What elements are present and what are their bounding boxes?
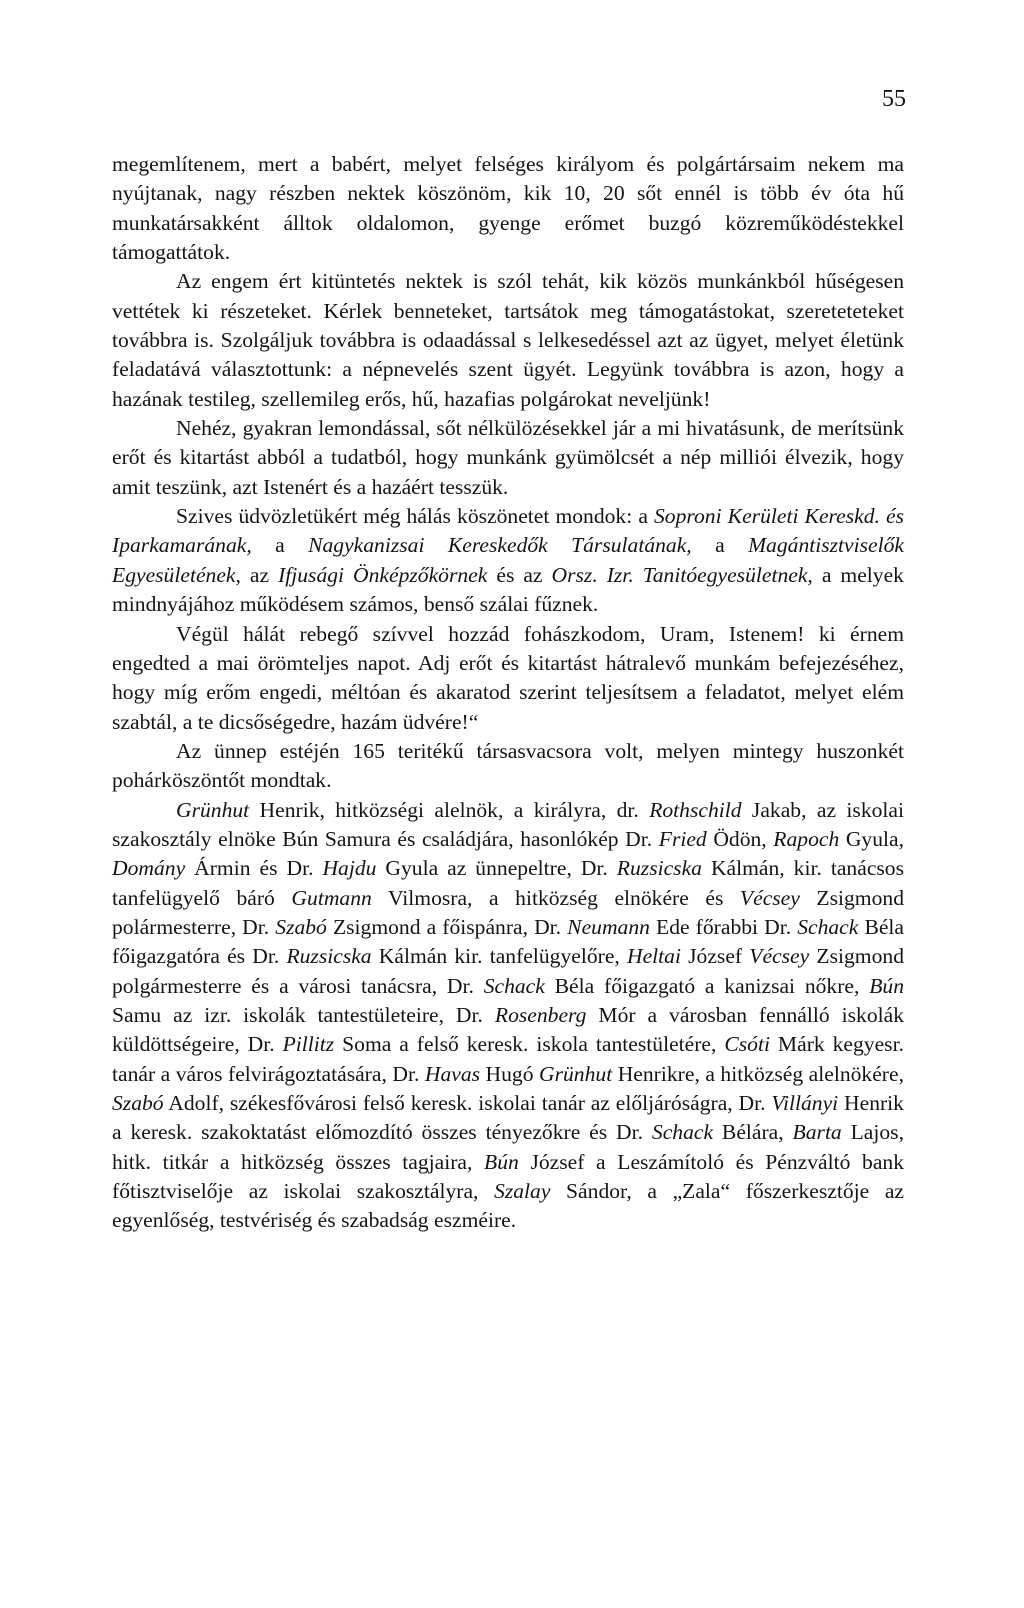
text-run: Jakab, az iskolai szakosztály elnöke Bún Samura és családjára, hasonlókép Dr. [112,797,904,851]
text-run: Béla főigazgatóra és Dr. [112,914,905,969]
text-run: Zsigmond polármesterre, Dr. [112,885,904,939]
italic-name: Ruzsicska [616,856,702,881]
text-run: a melyek mindnyájához működésem számos, benső szálai fűznek. [112,562,904,617]
paragraph [112,737,904,796]
paragraph [112,150,904,267]
italic-name: Rosenberg [494,1002,587,1027]
text-run: Zsigmond polgármesterre és a városi tanácsra, Dr. [112,944,904,998]
page-number: 55 [882,86,906,112]
text-run: Sándor, a „Zala“ főszerkesztője az egyenlőség, testvériség és szabadság eszméire. [112,1179,904,1233]
italic-name: Szabó [112,1091,164,1115]
text-run: Végül hálát rebegő szívvel hozzád fohászkodom, Uram, Istenem! ki érnem engedted a mai örömteljes napot. Adj erőt és kitartást hátralevő munkám befejezéséhez, hogy míg erőm engedi, méltóan és akaratod szerint teljesítsem a feladatot, melyet elém szabtál, a te dicsőségedre, hazám üdvére!“ [112,621,904,734]
text-run: Henrikre, a hitközség alelnökére, [612,1061,904,1086]
italic-name: Hajdu [322,856,377,881]
italic-name: Villányi [771,1091,839,1115]
text-run: Béla főigazgató a kanizsai nőkre, [544,973,870,998]
text-run: Ödön, [706,826,774,851]
italic-name: Szabó [275,914,327,939]
text-run: József [680,944,750,969]
text-run: a [691,533,749,558]
text-run: Szives üdvözletükért még hálás köszönetet mondok: a [176,504,654,529]
text-run: Henrik a keresk. szakoktatást előmozdító összes tényezőkre és Dr. [112,1091,904,1145]
paragraph [112,267,904,414]
text-run: Vilmosra, a hitközség elnökére és [371,885,740,910]
text-run: Samu az izr. iskolák tantestületeire, Dr. [112,1002,495,1027]
text-run: Henrik, hitközségi alelnök, a királyra, dr. [249,797,650,822]
paragraph [112,414,904,502]
italic-name: Orsz. Izr. Tanitóegyesületnek, [551,562,813,587]
text-run: az [240,562,279,587]
text-run: József a Leszámítoló és Pénzváltó bank főtisztviselője az iskolai szakosztályra, [112,1149,904,1204]
italic-name: Nagykanizsai Kereskedők Társulatának, [308,533,692,558]
italic-name: Rapoch [773,826,840,851]
text-run: és az [487,562,552,587]
text-run: Lajos, hitk. titkár a hitközség összes tagjaira, [112,1120,904,1174]
italic-name: Vécsey [739,885,800,910]
text-run: Adolf, székesfővárosi felső keresk. iskolai tanár az előljáróságra, Dr. [163,1091,772,1115]
paragraph [112,796,904,1236]
italic-name: Schack [483,973,545,998]
text-run: Hugó [480,1061,540,1086]
text-run: Soma a felső keresk. iskola tantestületére, [334,1032,725,1057]
paragraph [112,502,904,619]
italic-name: Magántisztviselők Egyesületének, [112,533,904,587]
italic-name: Soproni Kerületi Kereskd. és Iparkamarának, [112,504,904,558]
text-run: Nehéz, gyakran lemondással, sőt nélkülözésekkel jár a mi hivatásunk, de merítsünk erőt és kitartást abból a tudatból, hogy munkánk gyümölcsét a nép milliói élvezik, hogy amit teszünk, azt Istenért és a hazáért tesszük. [112,416,904,499]
text-run: a [251,533,309,558]
italic-name: Pillitz [282,1032,335,1057]
paragraph [112,620,904,737]
text-run: Gyula, [839,826,905,851]
italic-name: Vécsey [749,944,810,969]
text-run: megemlítenem, mert a babért, melyet felséges királyom és polgártársaim nekem ma nyújtanak, nagy részben nektek köszönöm, kik 10, 20 sőt ennél is több év óta hű munkatársakként álltok oldalomon, gyenge erőmet buzgó közreműködéstekkel támogattátok. [112,152,904,265]
italic-name: Ifjusági Önképzőkörnek [278,562,488,587]
italic-name: Schack [651,1120,714,1145]
italic-name: Havas [424,1061,481,1086]
italic-name: Schack [797,914,859,939]
italic-name: Bún [484,1149,519,1174]
italic-name: Heltai [626,944,681,969]
italic-name: Szalay [494,1179,551,1204]
text-run: Kálmán kir. tanfelügyelőre, [371,944,627,969]
italic-name: Grünhut [176,797,250,822]
text-run: Az engem ért kitüntetés nektek is szól tehát, kik közös munkánkból hűségesen vettétek ki részeteket. Kérlek benneteket, tartsátok meg támogatástokat, szereteteteket továbbra is. Szolgáljuk továbbra is odaadással s lelkesedéssel azt az ügyet, melyet életünk feladatává választottunk: a népnevelés szent ügyét. Legyünk továbbra is azon, hogy a hazának testileg, szellemileg erős, hű, hazafias polgárokat neveljünk! [112,269,904,411]
text-run: Ede főrabbi Dr. [649,914,798,939]
italic-name: Neumann [567,914,650,939]
italic-name: Csóti [724,1032,770,1057]
italic-name: Grünhut [539,1061,613,1086]
italic-name: Bún [869,973,904,998]
italic-name: Ruzsicska [286,944,372,969]
text-run: Kálmán, kir. tanácsos tanfelügyelő báró [112,856,905,910]
text-run: Gyula az ünnepeltre, Dr. [376,856,617,881]
italic-name: Domány [112,856,186,881]
text-run: Az ünnep estéjén 165 teritékű társasvacsora volt, melyen mintegy huszonkét pohárköszöntőt mondtak. [112,738,904,793]
page-body [112,150,904,1236]
italic-name: Fried [658,826,707,851]
text-run: Zsigmond a főispánra, Dr. [326,914,568,939]
text-run: Márk kegyesr. tanár a város felvirágoztatására, Dr. [112,1032,904,1086]
italic-name: Gutmann [291,885,372,910]
text-run: Mór a városban fennálló iskolák küldöttségeire, Dr. [112,1002,904,1057]
italic-name: Rothschild [649,797,742,822]
italic-name: Barta [792,1120,842,1145]
text-run: Bélára, [713,1120,793,1145]
text-run: Ármin és Dr. [185,856,323,881]
